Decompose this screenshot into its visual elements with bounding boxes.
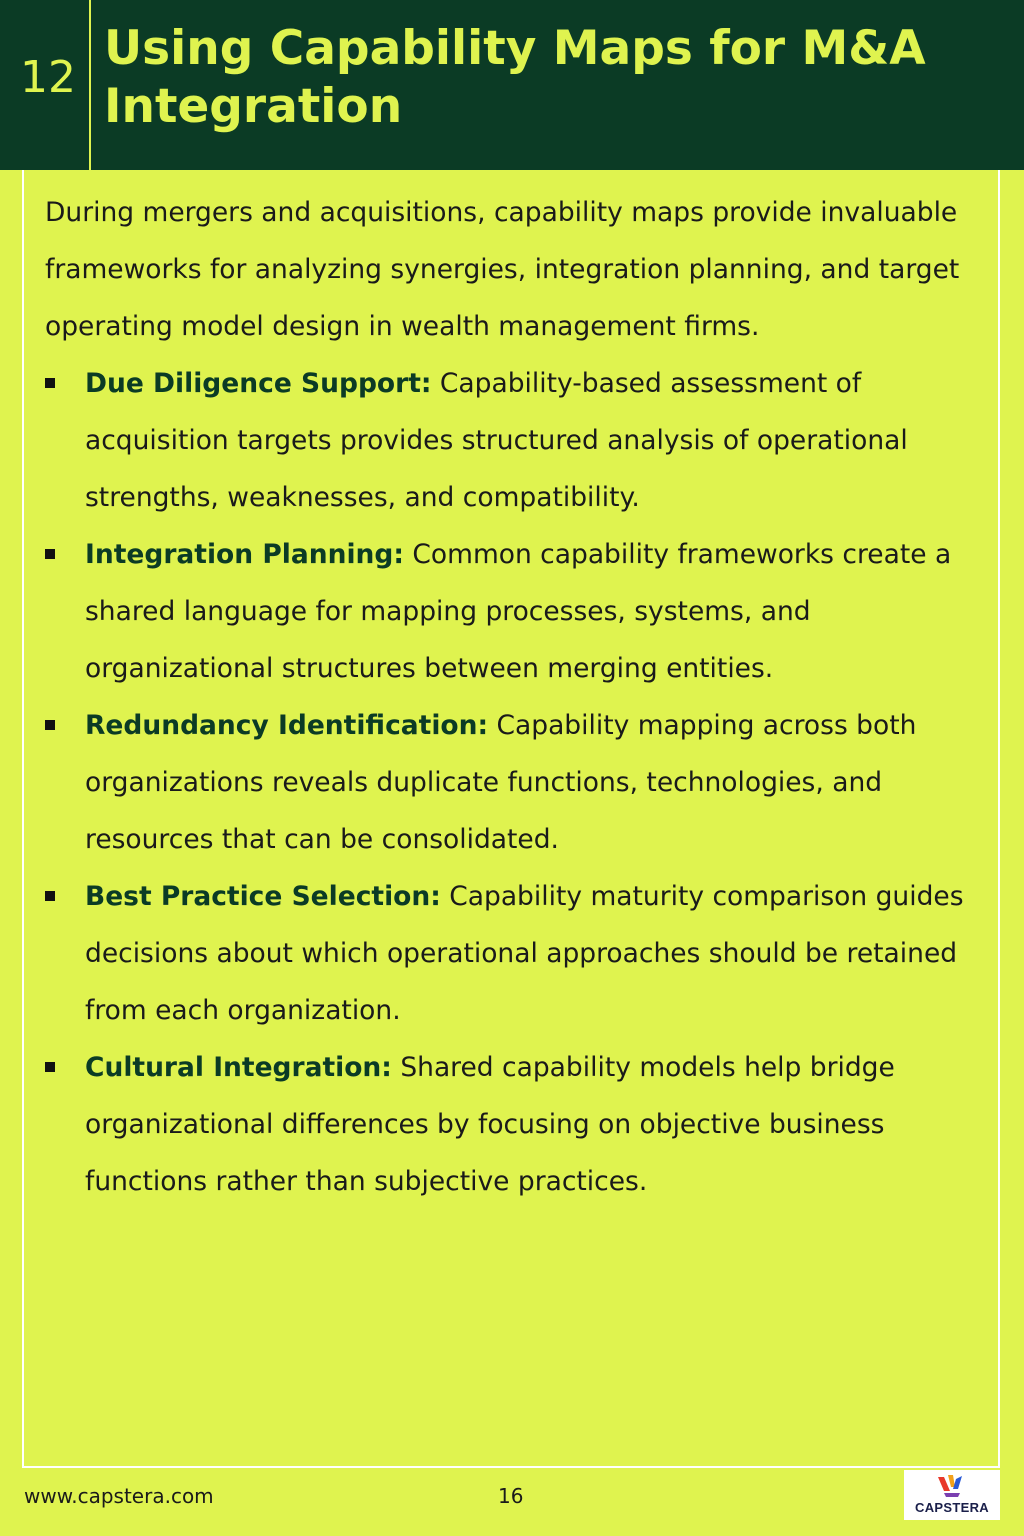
bullet-text: Capability maturity comparison guides decisions about which operational approaches should be retained from each organization. xyxy=(85,881,964,1026)
list-item xyxy=(45,868,985,1039)
logo-wordmark: CAPSTERA xyxy=(915,1500,989,1515)
square-bullet-icon xyxy=(45,549,55,559)
list-item xyxy=(45,355,985,526)
square-bullet-icon xyxy=(45,1062,55,1072)
square-bullet-icon xyxy=(45,891,55,901)
list-item xyxy=(45,526,985,697)
bullet-text: Shared capability models help bridge organizational differences by focusing on objective business functions rather than subjective practices. xyxy=(85,1052,895,1197)
bullet-text: Capability-based assessment of acquisition targets provides structured analysis of operational strengths, weaknesses, and compatibility. xyxy=(85,368,908,513)
bullet-label: Integration Planning: xyxy=(85,539,404,570)
bullet-text: Common capability frameworks create a shared language for mapping processes, systems, and organizational structures between merging entities. xyxy=(85,539,952,684)
page-header xyxy=(0,0,1024,170)
list-item xyxy=(45,697,985,868)
bullet-label: Best Practice Selection: xyxy=(85,881,441,912)
capstera-logo-mark-icon xyxy=(934,1473,970,1499)
footer-website-link[interactable]: www.capstera.com xyxy=(24,1484,214,1508)
bullet-text: Capability mapping across both organizations reveals duplicate functions, technologies, and resources that can be consolidated. xyxy=(85,710,917,855)
chapter-number: 12 xyxy=(20,52,76,103)
square-bullet-icon xyxy=(45,720,55,730)
square-bullet-icon xyxy=(45,378,55,388)
capstera-logo xyxy=(904,1470,1000,1520)
bullet-list xyxy=(45,355,985,1210)
content-body xyxy=(45,184,985,1210)
page-number: 16 xyxy=(498,1484,524,1508)
bullet-label: Cultural Integration: xyxy=(85,1052,392,1083)
list-item xyxy=(45,1039,985,1210)
intro-paragraph: During mergers and acquisitions, capability maps provide invaluable frameworks for analyzing synergies, integration planning, and target operating model design in wealth management firms. xyxy=(45,197,960,342)
page-title: Using Capability Maps for M&A Integration xyxy=(104,21,926,134)
bullet-label: Due Diligence Support: xyxy=(85,368,432,399)
bullet-label: Redundancy Identification: xyxy=(85,710,489,741)
header-divider xyxy=(89,0,91,170)
